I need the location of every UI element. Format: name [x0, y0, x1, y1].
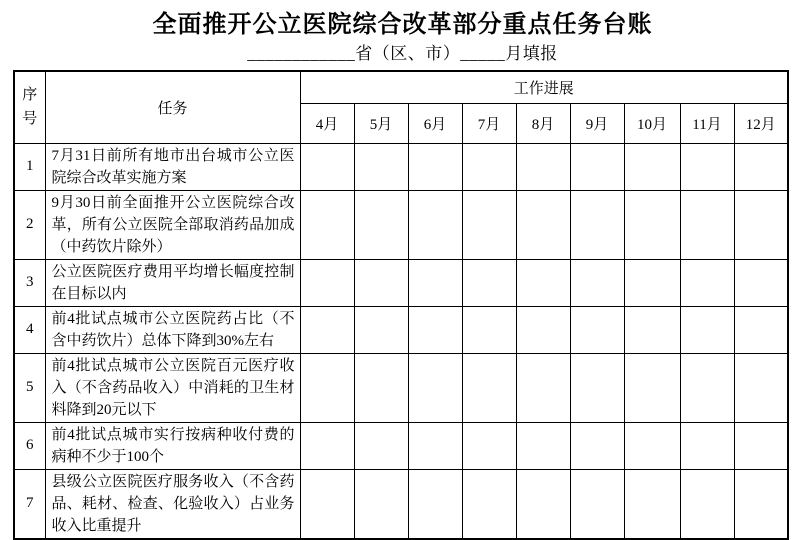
progress-cell	[734, 306, 788, 353]
progress-cell	[408, 353, 462, 422]
table-row	[14, 422, 788, 469]
progress-cell	[354, 259, 408, 306]
progress-cell	[516, 143, 570, 190]
progress-cell	[300, 353, 354, 422]
progress-cell	[462, 259, 516, 306]
progress-cell	[300, 143, 354, 190]
progress-cell	[734, 190, 788, 259]
serial-number: 3	[14, 259, 45, 306]
progress-cell	[408, 259, 462, 306]
document-title: 全面推开公立医院综合改革部分重点任务台账	[152, 12, 653, 38]
serial-number: 2	[14, 190, 45, 259]
progress-cell	[516, 353, 570, 422]
month-header-apr: 4月	[300, 103, 354, 143]
serial-number: 6	[14, 422, 45, 469]
progress-cell	[300, 306, 354, 353]
progress-cell	[570, 469, 624, 539]
table-row	[14, 143, 788, 190]
document-subtitle: ____________省（区、市）_____月填报	[247, 44, 558, 63]
task-description: 公立医院医疗费用平均增长幅度控制在目标以内	[45, 259, 300, 306]
task-description: 前4批试点城市实行按病种收付费的病种不少于100个	[45, 422, 300, 469]
progress-cell	[300, 190, 354, 259]
task-description: 县级公立医院医疗服务收入（不含药品、耗材、检查、化验收入）占业务收入比重提升	[45, 469, 300, 539]
progress-cell	[680, 190, 734, 259]
progress-cell	[516, 469, 570, 539]
progress-cell	[624, 306, 680, 353]
task-column-header: 任务	[45, 71, 300, 143]
progress-cell	[354, 306, 408, 353]
progress-cell	[570, 306, 624, 353]
progress-cell	[462, 306, 516, 353]
progress-cell	[516, 422, 570, 469]
task-description: 7月31日前所有地市出台城市公立医院综合改革实施方案	[45, 143, 300, 190]
progress-cell	[570, 259, 624, 306]
progress-cell	[354, 190, 408, 259]
header-row-progress	[14, 71, 788, 103]
progress-cell	[408, 190, 462, 259]
progress-cell	[734, 469, 788, 539]
progress-cell	[354, 143, 408, 190]
serial-number: 7	[14, 469, 45, 539]
progress-cell	[354, 422, 408, 469]
serial-number: 4	[14, 306, 45, 353]
progress-cell	[624, 190, 680, 259]
progress-cell	[570, 422, 624, 469]
progress-cell	[354, 469, 408, 539]
progress-cell	[300, 469, 354, 539]
task-ledger-table	[13, 70, 789, 540]
progress-cell	[462, 469, 516, 539]
progress-cell	[570, 143, 624, 190]
progress-cell	[734, 422, 788, 469]
month-header-oct: 10月	[624, 103, 680, 143]
table-row	[14, 306, 788, 353]
progress-cell	[680, 353, 734, 422]
month-header-jun: 6月	[408, 103, 462, 143]
serial-number: 5	[14, 353, 45, 422]
progress-cell	[570, 353, 624, 422]
progress-cell	[462, 353, 516, 422]
table-row	[14, 353, 788, 422]
progress-cell	[462, 422, 516, 469]
progress-cell	[300, 422, 354, 469]
task-description: 9月30日前全面推开公立医院综合改革，所有公立医院全部取消药品加成（中药饮片除外）	[45, 190, 300, 259]
month-header-sep: 9月	[570, 103, 624, 143]
progress-cell	[462, 143, 516, 190]
progress-cell	[624, 422, 680, 469]
progress-cell	[354, 353, 408, 422]
progress-cell	[570, 190, 624, 259]
progress-cell	[680, 143, 734, 190]
month-header-jul: 7月	[462, 103, 516, 143]
month-header-aug: 8月	[516, 103, 570, 143]
progress-cell	[516, 190, 570, 259]
progress-cell	[408, 469, 462, 539]
task-description: 前4批试点城市公立医院百元医疗收入（不含药品收入）中消耗的卫生材料降到20元以下	[45, 353, 300, 422]
progress-cell	[624, 143, 680, 190]
progress-cell	[408, 143, 462, 190]
progress-cell	[680, 306, 734, 353]
progress-cell	[462, 190, 516, 259]
progress-cell	[680, 259, 734, 306]
progress-cell	[624, 469, 680, 539]
progress-cell	[680, 422, 734, 469]
progress-cell	[734, 143, 788, 190]
table-row	[14, 469, 788, 539]
month-header-dec: 12月	[734, 103, 788, 143]
task-description: 前4批试点城市公立医院药占比（不含中药饮片）总体下降到30%左右	[45, 306, 300, 353]
progress-cell	[624, 353, 680, 422]
progress-cell	[300, 259, 354, 306]
table-row	[14, 259, 788, 306]
table-row	[14, 190, 788, 259]
month-header-may: 5月	[354, 103, 408, 143]
progress-cell	[408, 306, 462, 353]
serial-number: 1	[14, 143, 45, 190]
progress-cell	[624, 259, 680, 306]
progress-cell	[408, 422, 462, 469]
progress-cell	[734, 353, 788, 422]
progress-cell	[734, 259, 788, 306]
progress-cell	[516, 306, 570, 353]
month-header-nov: 11月	[680, 103, 734, 143]
progress-cell	[680, 469, 734, 539]
progress-group-header: 工作进展	[300, 71, 788, 103]
progress-cell	[516, 259, 570, 306]
serial-column-header: 序号	[14, 71, 45, 143]
